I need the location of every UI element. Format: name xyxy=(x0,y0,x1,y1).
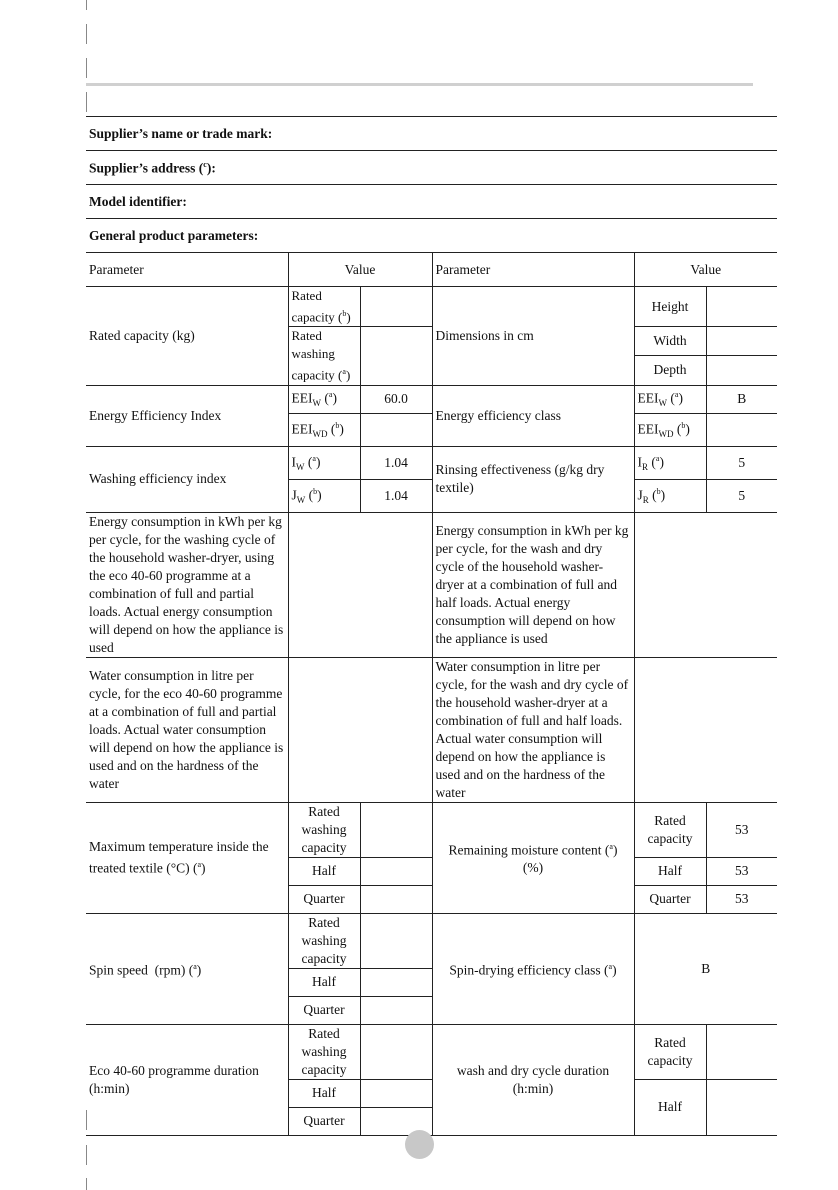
energy-class-w-value: B xyxy=(706,385,777,413)
table-row xyxy=(86,913,777,968)
header-rule xyxy=(86,83,753,86)
height-label: Height xyxy=(634,287,706,327)
energy-washdry-value xyxy=(634,512,777,657)
table-row xyxy=(86,657,777,802)
spin-quarter-value xyxy=(360,996,432,1024)
table-row xyxy=(86,446,777,479)
spin-half-label: Half xyxy=(288,968,360,996)
table-header-row xyxy=(86,253,777,287)
margin-tick xyxy=(86,0,87,10)
margin-tick xyxy=(86,58,87,78)
moisture-quarter-label: Quarter xyxy=(634,885,706,913)
energy-class-wd-label: $EEI_{WD}$ ($^b$) xyxy=(634,413,706,446)
energy-washdry-label: Energy consumption in kWh per kg per cycle, for the wash and dry cycle of the household washer-dryer at a combination of full and half loads. Actual energy consumption will depend on how the appliance is used xyxy=(432,512,634,657)
temp-half-value xyxy=(360,857,432,885)
rated-capacity-label: Rated capacity (kg) xyxy=(86,287,288,386)
eei-label: Energy Efficiency Index xyxy=(86,385,288,446)
iw-value: 1.04 xyxy=(360,446,432,479)
ir-value: 5 xyxy=(706,446,777,479)
water-wash-label: Water consumption in litre per cycle, for the eco 40-60 programme at a combination of full and partial loads. Actual water consumption will depend on how the appliance is used and on the hardness of the water xyxy=(86,657,288,802)
table-row xyxy=(86,385,777,413)
washdry-half-value xyxy=(706,1079,777,1135)
washdry-half-label: Half xyxy=(634,1079,706,1135)
temp-quarter-value xyxy=(360,885,432,913)
washdry-rated-value xyxy=(706,1024,777,1079)
depth-label: Depth xyxy=(634,355,706,385)
rated-capacity-b-label: Rated capacity ($^b$) xyxy=(288,287,360,327)
height-value xyxy=(706,287,777,327)
washdry-duration-label: wash and dry cycle duration (h:min) xyxy=(432,1024,634,1135)
margin-tick xyxy=(86,24,87,44)
remaining-moisture-label: Remaining moisture content ($^a$) (%) xyxy=(432,802,634,913)
spin-class-label: Spin-drying efficiency class ($^a$) xyxy=(432,913,634,1024)
model-identifier-label: Model identifier: xyxy=(89,194,187,209)
table-row xyxy=(86,287,777,327)
model-identifier-row xyxy=(86,184,777,218)
energy-class-wd-value xyxy=(706,413,777,446)
col-value-left: Value xyxy=(288,253,432,287)
rinsing-label: Rinsing effectiveness (g/kg dry textile) xyxy=(432,446,634,512)
jw-value: 1.04 xyxy=(360,479,432,512)
temp-rated-washing-capacity-label: Rated washing capacity xyxy=(288,802,360,857)
max-temp-label: Maximum temperature inside the treated textile (°C) ($^a$) xyxy=(86,802,288,913)
energy-wash-value xyxy=(288,512,432,657)
spin-class-value: B xyxy=(634,913,777,1024)
spin-quarter-label: Quarter xyxy=(288,996,360,1024)
jr-value: 5 xyxy=(706,479,777,512)
product-parameters-table xyxy=(86,252,777,1136)
moisture-half-value: 53 xyxy=(706,857,777,885)
eco-half-label: Half xyxy=(288,1079,360,1107)
table-row xyxy=(86,1024,777,1079)
moisture-rated-capacity-label: Rated capacity xyxy=(634,802,706,857)
depth-value xyxy=(706,355,777,385)
ir-label: $I_R$ ($^a$) xyxy=(634,446,706,479)
washing-index-label: Washing efficiency index xyxy=(86,446,288,512)
jw-label: $J_W$ ($^b$) xyxy=(288,479,360,512)
col-parameter-left: Parameter xyxy=(86,253,288,287)
spin-rated-value xyxy=(360,913,432,968)
moisture-rated-value: 53 xyxy=(706,802,777,857)
eei-wd-value xyxy=(360,413,432,446)
supplier-name-row xyxy=(86,116,777,150)
moisture-half-label: Half xyxy=(634,857,706,885)
eco-half-value xyxy=(360,1079,432,1107)
temp-half-label: Half xyxy=(288,857,360,885)
water-washdry-value xyxy=(634,657,777,802)
eei-wd-label: $EEI_{WD}$ ($^b$) xyxy=(288,413,360,446)
margin-tick xyxy=(86,1178,87,1190)
energy-class-label: Energy efficiency class xyxy=(432,385,634,446)
col-value-right: Value xyxy=(634,253,777,287)
temp-quarter-label: Quarter xyxy=(288,885,360,913)
rated-washing-capacity-a-value xyxy=(360,327,432,385)
eei-w-label: $EEI_W$ ($^a$) xyxy=(288,385,360,413)
energy-wash-label: Energy consumption in kWh per kg per cycle, for the washing cycle of the household washer-dryer, using the eco 40-60 programme at a combination of full and partial loads. Actual energy consumption will depend on how the appliance is used xyxy=(86,512,288,657)
general-params-row xyxy=(86,218,777,252)
page-number-marker xyxy=(405,1130,434,1159)
spin-rated-washing-capacity-label: Rated washing capacity xyxy=(288,913,360,968)
eei-w-value: 60.0 xyxy=(360,385,432,413)
table-row xyxy=(86,802,777,857)
water-wash-value xyxy=(288,657,432,802)
water-washdry-label: Water consumption in litre per cycle, for the wash and dry cycle of the household washer-dryer at a combination of full and half loads. Actual water consumption will depend on how the appliance is used and on the hardness of the water xyxy=(432,657,634,802)
margin-tick xyxy=(86,1145,87,1165)
eco-duration-label: Eco 40-60 programme duration (h:min) xyxy=(86,1024,288,1135)
washdry-rated-capacity-label: Rated capacity xyxy=(634,1024,706,1079)
rated-washing-capacity-a-label: Rated washing capacity ($^a$) xyxy=(288,327,360,385)
table-row xyxy=(86,512,777,657)
iw-label: $I_W$ ($^a$) xyxy=(288,446,360,479)
margin-tick xyxy=(86,92,87,112)
width-label: Width xyxy=(634,327,706,356)
spin-speed-label: Spin speed (rpm) ($^a$) xyxy=(86,913,288,1024)
width-value xyxy=(706,327,777,356)
jr-label: $J_R$ ($^b$) xyxy=(634,479,706,512)
supplier-address-label: Supplier’s address ($^c$): xyxy=(89,160,216,176)
energy-class-w-label: $EEI_W$ ($^a$) xyxy=(634,385,706,413)
spin-half-value xyxy=(360,968,432,996)
supplier-name-label: Supplier’s name or trade mark: xyxy=(89,126,273,141)
temp-rated-value xyxy=(360,802,432,857)
moisture-quarter-value: 53 xyxy=(706,885,777,913)
dimensions-label: Dimensions in cm xyxy=(432,287,634,386)
supplier-address-row xyxy=(86,150,777,184)
eco-rated-value xyxy=(360,1024,432,1079)
eco-quarter-label: Quarter xyxy=(288,1107,360,1135)
rated-capacity-b-value xyxy=(360,287,432,327)
eco-rated-washing-capacity-label: Rated washing capacity xyxy=(288,1024,360,1079)
col-parameter-right: Parameter xyxy=(432,253,634,287)
general-params-label: General product parameters: xyxy=(89,228,259,243)
